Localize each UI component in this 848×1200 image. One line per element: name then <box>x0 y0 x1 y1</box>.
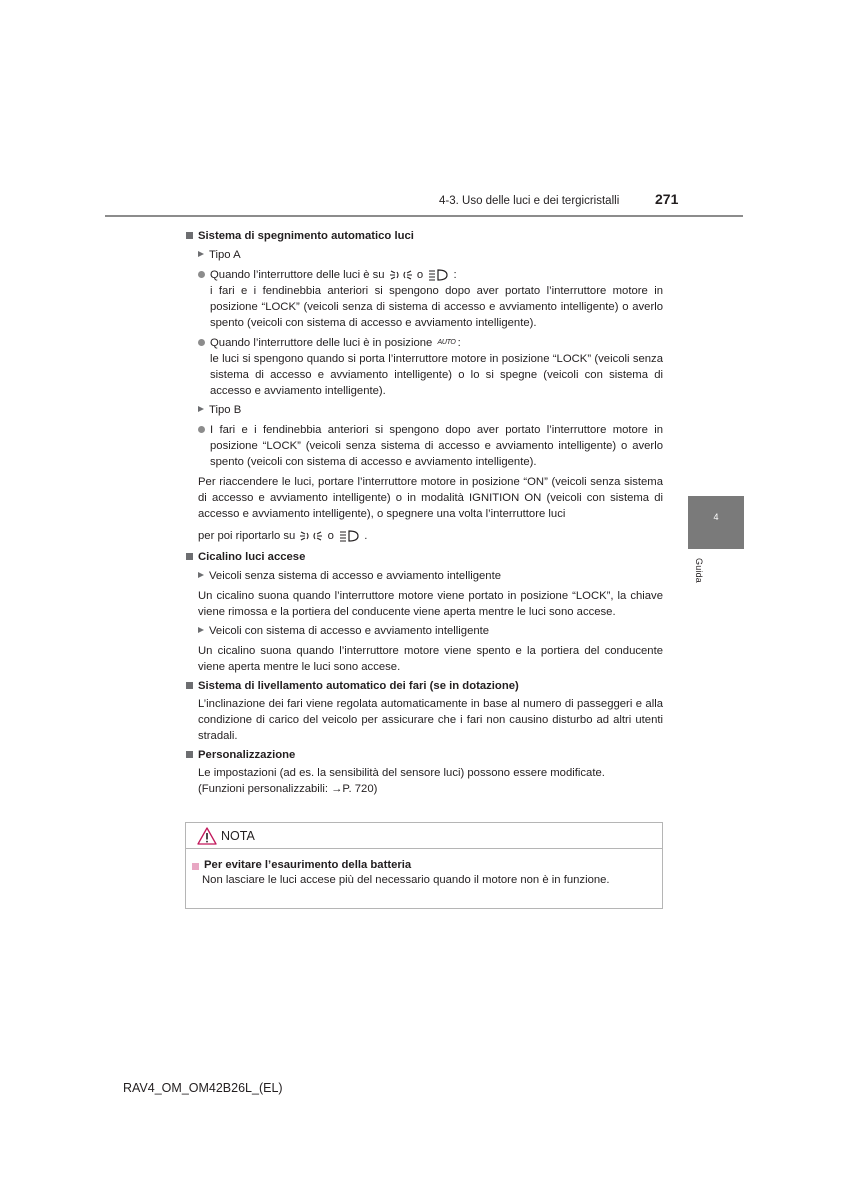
section-title: Cicalino luci accese <box>198 551 306 563</box>
section-title: Sistema di livellamento automatico dei fari (se in dotazione) <box>198 680 519 692</box>
square-bullet-icon <box>186 553 193 560</box>
header-rule <box>105 215 743 217</box>
running-header: 4-3. Uso delle luci e dei tergicristalli <box>439 195 620 207</box>
subheading <box>186 402 663 418</box>
round-bullet-icon <box>198 339 205 346</box>
item-text: o <box>416 269 424 281</box>
paragraph <box>186 528 663 544</box>
page-number: 271 <box>655 191 679 207</box>
paragraph <box>186 474 663 522</box>
list-item <box>186 422 663 470</box>
paragraph-text: Per riaccendere le luci, portare l’interruttore motore in posizione “ON” (veicoli senza sistema di accesso e avviamento intelligente) o in modalità IGNITION ON (veicoli con sistema di accesso e avviamento intelligente), o spegnere una volta l’interruttore luci <box>198 476 663 520</box>
square-bullet-icon <box>186 751 193 758</box>
square-bullet-icon <box>192 863 199 870</box>
triangle-bullet-icon <box>198 251 204 257</box>
notice-text: Non lasciare le luci accese più del necessario quando il motore non è in funzione. <box>202 874 610 886</box>
round-bullet-icon <box>198 271 205 278</box>
paragraph-text: per poi riportarlo su <box>198 530 296 542</box>
document-code: RAV4_OM_OM42B26L_(EL) <box>123 1081 283 1095</box>
paragraph-text: o <box>327 530 334 542</box>
section-heading <box>186 228 663 244</box>
section-heading <box>186 678 663 694</box>
section-heading <box>186 747 663 763</box>
list-item <box>186 267 663 331</box>
triangle-bullet-icon <box>198 406 204 412</box>
notice-label: NOTA <box>221 828 255 843</box>
cross-reference: (Funzioni personalizzabili: →P. 720) <box>198 783 378 795</box>
subheading <box>186 247 663 263</box>
notice-box <box>185 822 663 909</box>
item-text: Quando l’interruttore delle luci è su <box>210 269 385 281</box>
item-text: : <box>457 337 461 349</box>
auto-icon: AUTO <box>437 339 456 346</box>
chapter-label: Guida <box>694 558 704 584</box>
tail-lights-icon <box>390 270 412 280</box>
item-text: I fari e i fendinebbia anteriori si spengono dopo aver portato l’interruttore motore in posizione “LOCK” (veicoli senza sistema di accesso e avviamento intelligente) o averlo spento (veicoli con sistema di accesso e avviamento intelligente). <box>210 424 663 468</box>
list-item <box>186 335 663 399</box>
square-bullet-icon <box>186 232 193 239</box>
item-text: i fari e i fendinebbia anteriori si spengono dopo aver portato l’interruttore motore in posizione “LOCK” (veicoli senza di sistema di accesso e avviamento intelligente) o averlo spento (veicoli con sistema di accesso e avviamento intelligente). <box>210 285 663 329</box>
section-title: Personalizzazione <box>198 749 296 761</box>
section-title: Sistema di spegnimento automatico luci <box>198 230 414 242</box>
subheading-label: Veicoli senza sistema di accesso e avviamento intelligente <box>209 570 501 582</box>
subheading <box>186 568 663 584</box>
subheading-label: Veicoli con sistema di accesso e avviamento intelligente <box>209 625 490 637</box>
notice-header <box>186 823 662 849</box>
paragraph <box>186 765 663 797</box>
item-text: le luci si spengono quando si porta l’interruttore motore in posizione “LOCK” (veicoli senza sistema di accesso e avviamento intelligente) o lo si spegne (veicoli con sistema di accesso e avviamento intelligente). <box>210 353 663 397</box>
section-heading <box>186 549 663 565</box>
chapter-tab <box>688 496 744 549</box>
round-bullet-icon <box>198 426 205 433</box>
notice-title <box>192 859 662 871</box>
page-content <box>186 225 663 797</box>
paragraph-text: Le impostazioni (ad es. la sensibilità del sensore luci) possono essere modificate. <box>198 767 605 779</box>
warning-icon <box>197 827 217 845</box>
triangle-bullet-icon <box>198 627 204 633</box>
paragraph-text: . <box>364 530 368 542</box>
subheading <box>186 623 663 639</box>
tail-lights-icon <box>300 531 322 541</box>
headlight-icon <box>428 269 448 281</box>
triangle-bullet-icon <box>198 572 204 578</box>
item-text: Quando l’interruttore delle luci è in posizione <box>210 337 433 349</box>
paragraph: Un cicalino suona quando l’interruttore motore viene spento e la portiera del conducente viene aperta mentre le luci sono accese. <box>198 645 663 673</box>
paragraph: Un cicalino suona quando l’interruttore motore viene portato in posizione “LOCK”, la chiave viene rimossa e la portiera del conducente viene aperta mentre le luci sono accese. <box>198 590 663 618</box>
headlight-icon <box>339 530 359 542</box>
square-bullet-icon <box>186 682 193 689</box>
paragraph: L’inclinazione dei fari viene regolata automaticamente in base al numero di passeggeri e alla condizione di carico del veicolo per assicurare che i fari non causino disturbo ad altri utenti stradali. <box>198 698 663 742</box>
subheading-label: Tipo B <box>209 404 242 416</box>
item-text: : <box>453 269 457 281</box>
subheading-label: Tipo A <box>209 249 241 261</box>
notice-title-text: Per evitare l’esaurimento della batteria <box>204 859 412 871</box>
chapter-number: 4 <box>713 512 719 522</box>
